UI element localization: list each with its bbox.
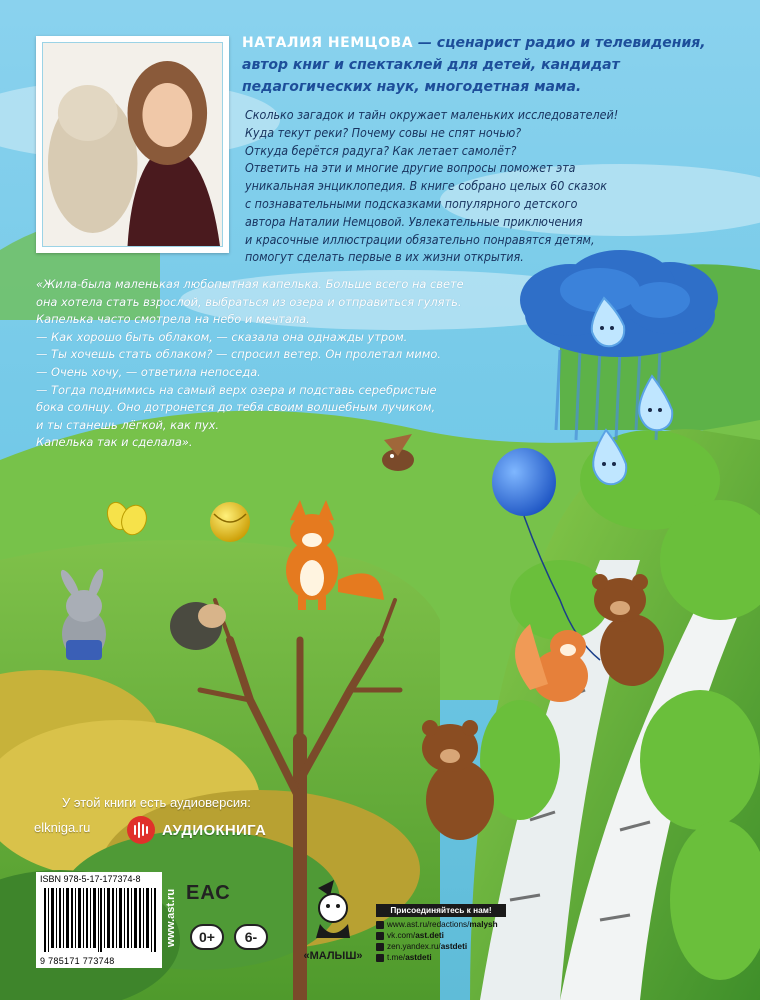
publisher-site-text: www.ast.ru [165, 888, 177, 948]
telegram-icon [376, 954, 384, 962]
isbn-number: ISBN 978-5-17-177374-8 [40, 874, 141, 884]
audiobook-note: У этой книги есть аудиоверсия: [62, 795, 251, 810]
audiobook-site: elknigа.ru [34, 820, 91, 835]
author-photo [42, 42, 223, 247]
barcode-icon [44, 888, 156, 952]
age-badge-6: 6- [234, 924, 268, 950]
social-link-vk[interactable]: vk.com/ ast.deti [376, 930, 444, 941]
zen-icon [376, 943, 384, 951]
eac-mark: ЕАС [186, 882, 231, 904]
book-description: Сколько загадок и тайн окружает маленьких исследователей! Куда текут реки? Почему совы не спят ночью? Откуда берётся радуга? Как летает самолёт? Ответить на эти и многие другие вопросы поможет эта уникальная энциклопедия. В книге собрано целых 60 сказок с познавательными подсказками популярного детского автора Наталии Немцовой. Увлекательные приключения и красочные иллюстрации обязательно понравятся детям, помогут сделать первые в их жизни открытия. [245, 107, 619, 265]
age-badge-0: 0+ [190, 924, 224, 950]
publisher-site[interactable] [162, 870, 180, 966]
author-bio-text: — сценарист радио и телевидения, автор книг и спектаклей для детей, кандидат педагогических наук, многодетная мама. [242, 35, 706, 95]
barcode-digits: 9 785171 773748 [40, 956, 115, 966]
globe-icon [376, 921, 384, 929]
audiobook-icon [126, 815, 156, 845]
author-photo-frame [36, 36, 229, 253]
audiobook-logo [126, 814, 266, 846]
social-links [376, 904, 506, 964]
vk-icon [376, 932, 384, 940]
isbn-barcode [36, 872, 162, 968]
malysh-logo [300, 878, 366, 970]
social-title: Присоединяйтесь к нам! [376, 904, 506, 917]
imprint-name: «МАЛЫШ» [303, 950, 363, 962]
social-link-zen[interactable]: zen.yandex.ru/ astdeti [376, 941, 467, 952]
author-name: НАТАЛИЯ НЕМЦОВА [242, 35, 414, 51]
audiobook-brand: АУДИОКНИГА [162, 821, 267, 839]
social-link-site[interactable]: www.ast.ru/redactions/ malysh [376, 919, 498, 930]
social-link-telegram[interactable]: t.me/ astdeti [376, 952, 432, 963]
author-bio [242, 32, 722, 98]
malysh-icon [300, 878, 366, 948]
story-excerpt: «Жила-была маленькая любопытная капелька. Больше всего на свете она хотела стать взрослой, выбраться из озера и отправиться гулять. Капелька часто смотрела на небо и мечтала. — Как хорошо быть облаком, — сказала она однажды утром. — Ты хочешь стать облаком? — спросил ветер. Он пролетал мимо. — Очень хочу, — ответила непоседа. — Тогда поднимись на самый верх озера и подставь серебристые бока солнцу. Оно дотронется до тебя своим волшебным лучиком, и ты станешь лёгкой, как пух. Капелька так и сделала». [36, 277, 464, 450]
